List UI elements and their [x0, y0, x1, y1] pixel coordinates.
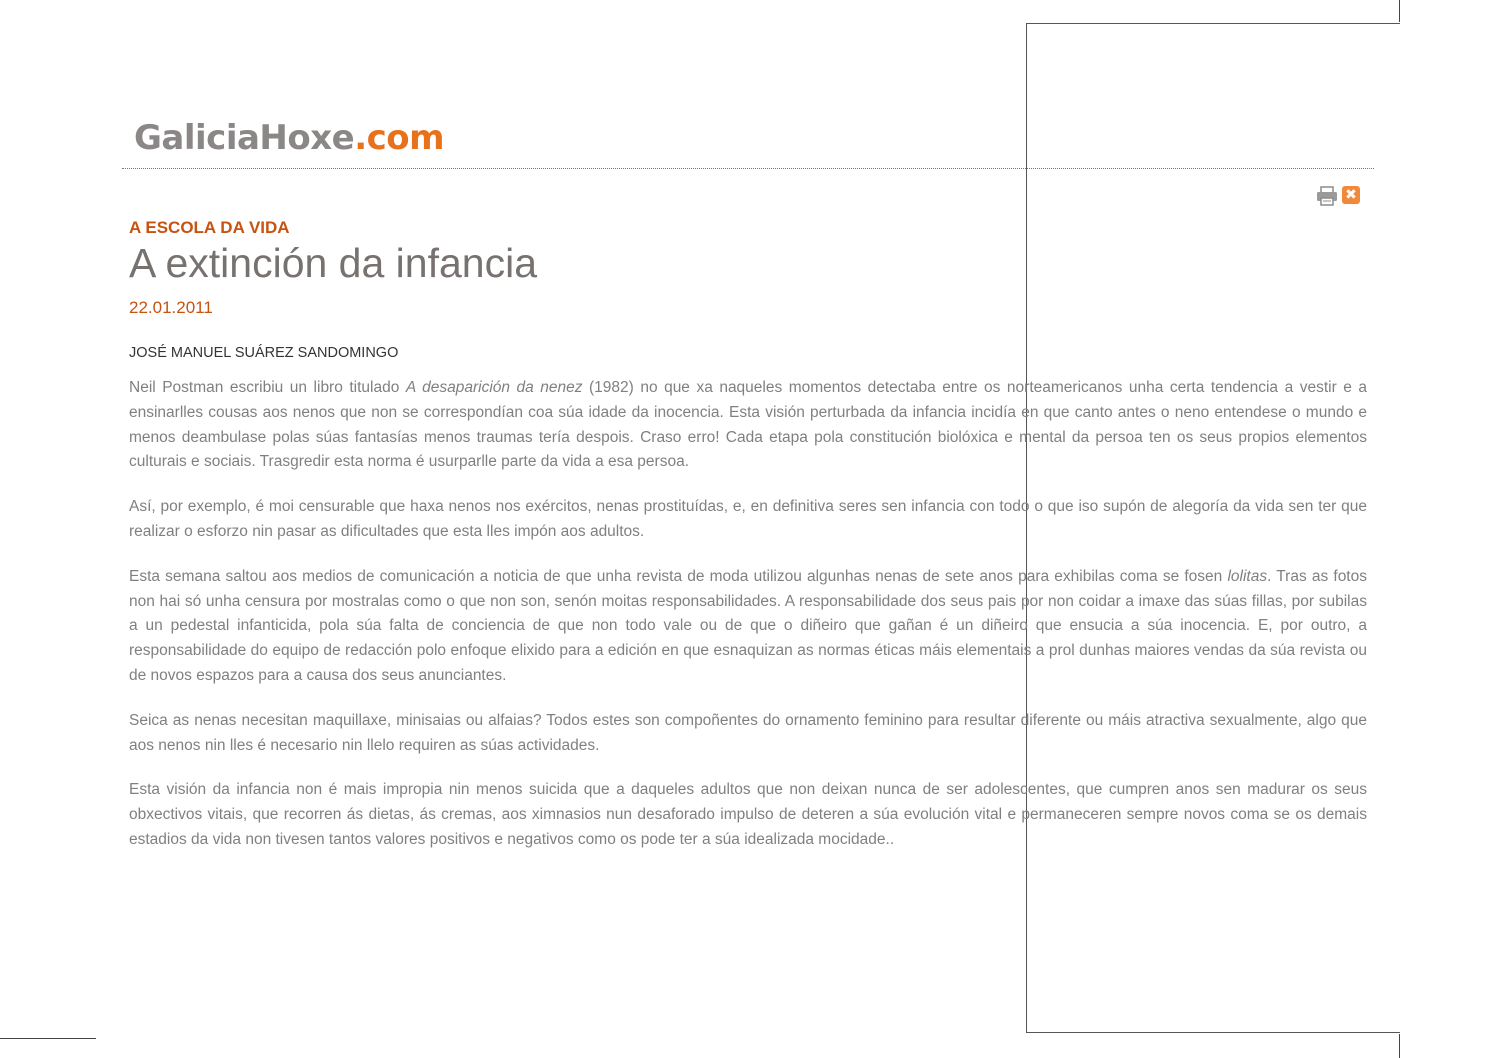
paragraph-2: Así, por exemplo, é moi censurable que haxa nenos nos exércitos, nenas prostituídas, e, en definitiva seres sen infancia con todo o que iso supón de alegoría da vida sen ter que realizar o esforzo nin pasar as dificultades que esta lles impón aos adultos.	[129, 498, 1367, 540]
book-title: A desaparición da nenez	[405, 379, 583, 396]
article-toolbar	[1316, 186, 1360, 206]
paragraph-5: Esta visión da infancia non é mais impropia nin menos suicida que a daqueles adultos que non deixan nunca de ser adolescentes, que cumpren anos sen madurar os seus obxectivos vitais, que recorren ás dietas, ás cremas, aos ximnasios nun desaforado impulso de deteren a súa evolución vital e permaneceren sempre novos coma se os demais estadios da vida non tivesen tantos valores positivos e negativos como os pode ter a súa idealizada mocidade..	[129, 781, 1367, 848]
paragraph-3	[129, 565, 1367, 689]
paragraph-3-rest: . Tras as fotos non hai só unha censura por mostralas como o que non son, senón moitas responsabilidades. A responsabilidade dos seus pais por non coidar a imaxe das súas fillas, por subilas a un pedestal infanticida, pola súa falta de conciencia de que non todo vale ou de que o diñeiro que gañan é un diñeiro que ensucia a súa inocencia. E, por outro, a responsabilidade do equipo de redacción polo enfoque elixido para a edición en que esnaquizan as normas éticas máis elementais a prol dunhas maiores vendas da súa revista ou de novos espazos para a causa dos seus anunciantes.	[129, 567, 1367, 684]
crop-mark-top-right	[1399, 0, 1400, 22]
header-divider	[122, 168, 1374, 169]
article-title: A extinción da infancia	[129, 240, 537, 286]
lolitas-term: lolitas	[1227, 567, 1268, 585]
crop-mark-bottom-right	[1399, 1034, 1400, 1058]
paragraph-1-rest: (1982) no que xa naqueles momentos detectaba entre os norteamericanos unha certa tendencia a vestir e a ensinarlles cousas aos nenos que non se correspondían coa súa idade da inocencia. Esta visión perturbada da infancia incidía en que canto antes o neno entendese o mundo e menos deambulase polas súas fantasías menos traumas tería despois. Craso erro! Cada etapa pola constitución biolóxica e mental da persoa ten os seus propios elementos culturais e sociais. Trasgredir esta norma é usurparlle parte da vida a esa persoa.	[129, 379, 1367, 471]
print-icon[interactable]	[1316, 186, 1338, 206]
logo-suffix: .com	[354, 118, 445, 158]
crop-mark-bottom-left	[0, 1038, 96, 1039]
article-date: 22.01.2011	[129, 298, 213, 317]
site-logo[interactable]	[134, 118, 444, 158]
paragraph-3-intro: Esta semana saltou aos medios de comunicación a noticia de que unha revista de moda utilizou algunhas nenas de sete anos para exhibilas coma se fosen	[129, 567, 1228, 585]
article-author: JOSÉ MANUEL SUÁREZ SANDOMINGO	[129, 345, 399, 361]
paragraph-1-intro: Neil Postman escribiu un libro titulado	[129, 379, 406, 396]
close-icon[interactable]: ✖	[1342, 186, 1360, 204]
section-label: A ESCOLA DA VIDA	[129, 218, 290, 237]
logo-name: GaliciaHoxe	[134, 118, 355, 158]
paragraph-4: Seica as nenas necesitan maquillaxe, minisaias ou alfaias? Todos estes son compoñentes do ornamento feminino para resultar diferente ou máis atractiva sexualmente, algo que aos nenos nin lles é necesario nin llelo requiren as súas actividades.	[129, 711, 1367, 754]
paragraph-1	[129, 376, 1367, 475]
article-body	[129, 376, 1367, 873]
